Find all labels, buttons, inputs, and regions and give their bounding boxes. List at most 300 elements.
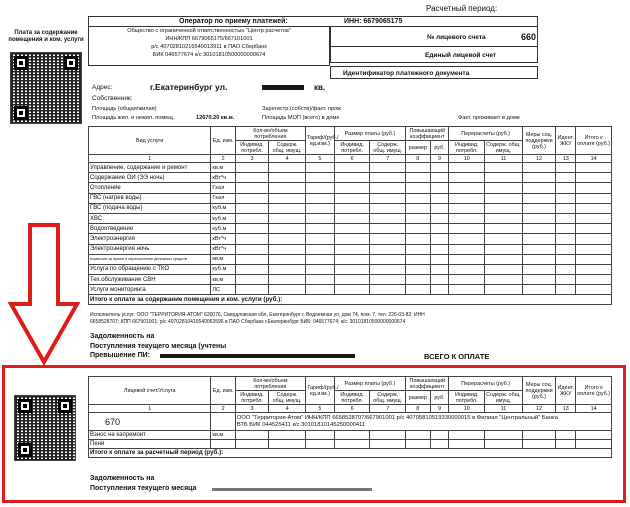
- empty-cell: [430, 275, 449, 285]
- empty-cell: [269, 264, 306, 274]
- empty-cell: [576, 224, 612, 234]
- th2-coef-rub: руб.: [430, 391, 449, 405]
- empty-cell: [406, 234, 430, 244]
- excess-label: Превышение ПИ:: [90, 352, 150, 359]
- th-tariff: Тариф/(руб./ед.изм.): [305, 127, 334, 155]
- area-living-label: Площадь жил. и нежил. помещ.: [92, 115, 175, 121]
- empty-cell: [334, 224, 370, 234]
- empty-cell: [430, 234, 449, 244]
- col-number: 10: [449, 405, 485, 413]
- service-unit: [211, 440, 235, 449]
- empty-cell: [235, 234, 268, 244]
- empty-cell: [485, 173, 523, 183]
- service-unit: кв.м: [211, 163, 235, 173]
- th-service: Вид услуги: [89, 127, 211, 155]
- empty-cell: [522, 234, 555, 244]
- empty-cell: [305, 431, 334, 440]
- empty-cell: [235, 224, 268, 234]
- col-number: 13: [556, 405, 576, 413]
- col-number: 11: [485, 155, 523, 163]
- executor-line-2: 6658528707; КПП 667901001; р/с 40702810416540063596 в ПАО Сбербанк г.Екатеринбург БИК: 046577674; к/с: 30101810500000000674: [90, 319, 406, 325]
- empty-cell: [485, 183, 523, 193]
- empty-cell: [269, 193, 306, 203]
- receipts-label: Поступления текущего месяца (учтены: [90, 343, 227, 350]
- empty-cell: [269, 254, 306, 264]
- empty-cell: [269, 431, 306, 440]
- empty-cell: [235, 213, 268, 223]
- service-name: Тех.обслуживание СВН: [89, 275, 211, 285]
- col-number: 10: [449, 155, 485, 163]
- empty-cell: [334, 234, 370, 244]
- col-number: 6: [334, 155, 370, 163]
- empty-cell: [406, 203, 430, 213]
- service-unit: Гкал: [211, 193, 235, 203]
- empty-cell: [576, 285, 612, 295]
- service-name: Водоотведение: [89, 224, 211, 234]
- redacted-bottom: [212, 488, 372, 491]
- col-number: 9: [430, 155, 449, 163]
- empty-cell: [556, 173, 576, 183]
- services-total-row: Итого к оплате за содержание помещения и ком. услуги (руб.):: [89, 295, 612, 305]
- services-table: [88, 126, 612, 305]
- empty-cell: [406, 264, 430, 274]
- empty-cell: [485, 254, 523, 264]
- service-unit: кв.м: [211, 254, 235, 264]
- col-number: 2: [211, 155, 235, 163]
- empty-cell: [449, 264, 485, 274]
- empty-cell: [576, 431, 612, 440]
- empty-cell: [269, 203, 306, 213]
- address-value: г.Екатеринбург ул.: [150, 82, 228, 92]
- th2-rec-common: Содерж. общ. имущ.: [486, 391, 521, 404]
- th-pay-common: Содерж. общ. имущ.: [370, 141, 406, 155]
- empty-cell: [235, 440, 268, 449]
- recipient-cell: [235, 413, 611, 431]
- empty-cell: [522, 183, 555, 193]
- table-row: [89, 173, 612, 183]
- service-unit: куб.м: [211, 203, 235, 213]
- col-number: 1: [89, 155, 211, 163]
- empty-cell: [485, 193, 523, 203]
- empty-cell: [449, 431, 485, 440]
- empty-cell: [522, 203, 555, 213]
- empty-cell: [305, 203, 334, 213]
- empty-cell: [556, 244, 576, 254]
- empty-cell: [430, 163, 449, 173]
- empty-cell: [449, 275, 485, 285]
- debt-label: Задолженность на: [90, 333, 155, 340]
- empty-cell: [334, 244, 370, 254]
- th-rec-common: Содерж. общ. имущ.: [486, 141, 521, 154]
- empty-cell: [430, 264, 449, 274]
- empty-cell: [449, 224, 485, 234]
- empty-cell: [485, 440, 523, 449]
- empty-cell: [556, 163, 576, 173]
- table-row: [89, 431, 612, 440]
- empty-cell: [556, 193, 576, 203]
- empty-cell: [522, 173, 555, 183]
- empty-cell: [370, 163, 406, 173]
- qr-code-bottom: [14, 395, 76, 461]
- th2-tariff: Тариф/(руб./ед.изм.): [305, 377, 334, 405]
- org-block: [88, 27, 330, 66]
- empty-cell: [449, 440, 485, 449]
- redacted-street: [262, 85, 304, 90]
- empty-cell: [522, 431, 555, 440]
- empty-cell: [522, 285, 555, 295]
- col-number: 14: [576, 405, 612, 413]
- service-name: Пени: [89, 440, 211, 449]
- col-number: 4: [269, 155, 306, 163]
- empty-cell: [576, 193, 612, 203]
- col-number: 9: [430, 405, 449, 413]
- th-unit: Ед. изм.: [211, 127, 235, 155]
- empty-cell: [305, 254, 334, 264]
- empty-cell: [430, 173, 449, 183]
- empty-cell: [522, 275, 555, 285]
- empty-cell: [485, 431, 523, 440]
- empty-cell: [269, 440, 306, 449]
- th-coefficient: Повышающий коэффициент: [406, 127, 449, 141]
- account-number-label: № лицевого счета: [427, 34, 486, 41]
- th-coef-size: размер: [406, 141, 430, 155]
- empty-cell: [576, 254, 612, 264]
- col-number: 5: [305, 155, 334, 163]
- empty-cell: [370, 254, 406, 264]
- empty-cell: [576, 203, 612, 213]
- col-number: 7: [370, 155, 406, 163]
- empty-cell: [406, 440, 430, 449]
- empty-cell: [556, 203, 576, 213]
- mop-label: Площадь МОП (всего) в доме: [262, 115, 340, 121]
- operator-row: [88, 16, 538, 27]
- th2-account: Лицевой счет/Услуга: [89, 377, 211, 405]
- th-payment: Размер платы (руб.): [334, 127, 405, 141]
- empty-cell: [449, 163, 485, 173]
- empty-cell: [334, 431, 370, 440]
- service-unit: кв.м: [211, 431, 235, 440]
- bottom-debt-label: Задолженность на: [90, 475, 155, 482]
- empty-cell: [449, 173, 485, 183]
- empty-cell: [449, 254, 485, 264]
- table-row: [89, 234, 612, 244]
- table-row: [89, 213, 612, 223]
- empty-cell: [485, 224, 523, 234]
- payment-doc-box: [330, 66, 538, 79]
- th-pay-ind: Индивид. потребл.: [334, 141, 370, 155]
- col-number: 3: [235, 405, 268, 413]
- th-vol-common: Содерж. общ. имущ.: [269, 141, 306, 155]
- service-name: Содержание ОИ (ЭЭ ночь): [89, 173, 211, 183]
- empty-cell: [305, 264, 334, 274]
- th2-vol-ind: Индивид. потребл.: [235, 391, 268, 405]
- empty-cell: [269, 234, 306, 244]
- empty-cell: [305, 163, 334, 173]
- col-number: 5: [305, 405, 334, 413]
- col-number: 7: [370, 405, 406, 413]
- th-recalc: Перерасчеты (руб.): [449, 127, 522, 141]
- empty-cell: [235, 264, 268, 274]
- fact-residents-label: Факт. проживает в доме: [458, 115, 520, 121]
- empty-cell: [235, 254, 268, 264]
- service-unit: куб.м: [211, 213, 235, 223]
- empty-cell: [406, 431, 430, 440]
- empty-cell: [370, 173, 406, 183]
- operator-inn: ИНН: 6679065175: [344, 18, 403, 25]
- th-vol-ind: Индивид. потребл.: [235, 141, 268, 155]
- service-name: Комиссия за прием и перечисление денежных средств: [89, 254, 211, 264]
- empty-cell: [430, 431, 449, 440]
- th2-payment: Размер платы (руб.): [334, 377, 405, 391]
- empty-cell: [370, 285, 406, 295]
- empty-cell: [269, 183, 306, 193]
- empty-cell: [485, 163, 523, 173]
- empty-cell: [406, 285, 430, 295]
- period-label: Расчетный период:: [426, 4, 498, 13]
- org-account: р/с 40702810216540013911 в ПАО Сбербанк: [151, 44, 267, 50]
- empty-cell: [334, 264, 370, 274]
- registered-label: Зарегистр.(собств)/факт. прож: [262, 106, 341, 112]
- th-ident: Идент. ЖКУ: [556, 127, 576, 155]
- empty-cell: [370, 183, 406, 193]
- empty-cell: [305, 193, 334, 203]
- th-coef-rub: руб.: [430, 141, 449, 155]
- empty-cell: [449, 213, 485, 223]
- empty-cell: [556, 264, 576, 274]
- empty-cell: [522, 213, 555, 223]
- empty-cell: [576, 440, 612, 449]
- capital-repair-table: [88, 376, 612, 458]
- empty-cell: [406, 213, 430, 223]
- empty-cell: [334, 193, 370, 203]
- empty-cell: [522, 264, 555, 274]
- empty-cell: [334, 275, 370, 285]
- empty-cell: [576, 183, 612, 193]
- empty-cell: [235, 183, 268, 193]
- empty-cell: [370, 431, 406, 440]
- empty-cell: [406, 193, 430, 203]
- empty-cell: [522, 163, 555, 173]
- service-name: Электроэнергия ночь: [89, 244, 211, 254]
- period-total-row: Итого к оплате за расчетный период (руб.):: [89, 449, 612, 458]
- empty-cell: [406, 224, 430, 234]
- area-living-value: 12670.20 кв.м.: [196, 115, 235, 121]
- th2-total: Итого к оплате (руб.): [576, 377, 612, 405]
- org-name: Общество с ограниченной ответственностью "Центр расчетов": [127, 28, 291, 34]
- empty-cell: [406, 183, 430, 193]
- account-number-value: 660: [521, 32, 537, 42]
- empty-cell: [449, 183, 485, 193]
- empty-cell: [334, 203, 370, 213]
- col-number: 8: [406, 155, 430, 163]
- empty-cell: [305, 224, 334, 234]
- empty-cell: [370, 203, 406, 213]
- empty-cell: [334, 285, 370, 295]
- empty-cell: [269, 224, 306, 234]
- column-numbers-row: [89, 155, 612, 163]
- th2-pay-common: Содерж. общ. имущ.: [370, 391, 406, 405]
- th2-unit: Ед. изм.: [211, 377, 235, 405]
- empty-cell: [522, 254, 555, 264]
- empty-cell: [235, 163, 268, 173]
- empty-cell: [485, 213, 523, 223]
- operator-label: Оператор по приему платежей:: [179, 18, 288, 25]
- th-total: Итого к оплате (руб.): [576, 127, 612, 155]
- service-unit: кВт*ч: [211, 173, 235, 183]
- empty-cell: [449, 203, 485, 213]
- recipient-line-2: ВТБ БИК 044525411 к/с 30101810145250000411: [236, 421, 366, 428]
- col-number: 8: [406, 405, 430, 413]
- empty-cell: [334, 163, 370, 173]
- table-row: [89, 440, 612, 449]
- empty-cell: [576, 275, 612, 285]
- empty-cell: [370, 244, 406, 254]
- service-unit: куб.м: [211, 224, 235, 234]
- empty-cell: [235, 193, 268, 203]
- empty-cell: [430, 183, 449, 193]
- empty-cell: [269, 244, 306, 254]
- col-number: 14: [576, 155, 612, 163]
- empty-cell: [370, 275, 406, 285]
- empty-cell: [485, 264, 523, 274]
- empty-cell: [430, 440, 449, 449]
- table-row: [89, 264, 612, 274]
- empty-cell: [449, 244, 485, 254]
- empty-cell: [235, 285, 268, 295]
- empty-cell: [449, 234, 485, 244]
- service-unit: ЛС: [211, 285, 235, 295]
- th2-coefficient: Повышающий коэффициент: [406, 377, 449, 391]
- empty-cell: [449, 193, 485, 203]
- th-support: Меры соц. поддержки (руб.): [522, 127, 555, 155]
- empty-cell: [522, 440, 555, 449]
- empty-cell: [305, 173, 334, 183]
- empty-cell: [269, 213, 306, 223]
- th2-support: Меры соц. поддержки (руб.): [522, 377, 555, 405]
- empty-cell: [556, 254, 576, 264]
- empty-cell: [406, 244, 430, 254]
- bottom-receipts-label: Поступления текущего месяца: [90, 485, 197, 492]
- table-row: [89, 163, 612, 173]
- empty-cell: [235, 244, 268, 254]
- owner-label: Собственник:: [92, 95, 133, 102]
- empty-cell: [576, 173, 612, 183]
- empty-cell: [522, 244, 555, 254]
- area-label: Площадь (общая/жилая): [92, 106, 157, 112]
- empty-cell: [485, 244, 523, 254]
- table-row: [89, 193, 612, 203]
- table-row: [89, 244, 612, 254]
- empty-cell: [305, 440, 334, 449]
- empty-cell: [406, 173, 430, 183]
- empty-cell: [370, 224, 406, 234]
- executor-line-1: Исполнитель услуг: ООО "ТЕРРИТОРИЯ-АТОМ" 620076, Свердловская обл, Екатеринбург г, Водоемная ул, дом 74, пом. 7, тел. 226-03-83; ИНН: [90, 312, 425, 318]
- empty-cell: [305, 285, 334, 295]
- th2-coef-size: размер: [406, 391, 430, 405]
- empty-cell: [522, 224, 555, 234]
- payment-doc-id-label: Идентификатор платежного документа: [343, 70, 470, 77]
- empty-cell: [556, 213, 576, 223]
- empty-cell: [235, 275, 268, 285]
- recipient-line-1: ООО "Территория-Атом" ИНН/КПП 6658528707/667901001 р/с 40705810519330000015 в Филиал "Центральный" Банка: [236, 414, 558, 421]
- service-unit: куб.м: [211, 264, 235, 274]
- empty-cell: [370, 264, 406, 274]
- empty-cell: [305, 183, 334, 193]
- service-unit: Гкал: [211, 183, 235, 193]
- col-number: 11: [485, 405, 523, 413]
- empty-cell: [576, 163, 612, 173]
- empty-cell: [334, 213, 370, 223]
- empty-cell: [556, 224, 576, 234]
- empty-cell: [334, 173, 370, 183]
- service-name: Управление, содержание и ремонт: [89, 163, 211, 173]
- th2-pay-ind: Индивид. потребл.: [334, 391, 370, 405]
- col-number: 12: [522, 405, 555, 413]
- service-unit: кВт*ч: [211, 244, 235, 254]
- org-bik: БИК 046577674 к/с 30101810500000000674: [152, 52, 266, 58]
- th-volume: Кол-во/объем потребления: [235, 127, 305, 141]
- empty-cell: [576, 234, 612, 244]
- col-number: 12: [522, 155, 555, 163]
- empty-cell: [430, 244, 449, 254]
- empty-cell: [269, 285, 306, 295]
- empty-cell: [406, 275, 430, 285]
- empty-cell: [305, 244, 334, 254]
- th2-vol-common: Содерж. общ. имущ.: [269, 391, 306, 405]
- empty-cell: [522, 193, 555, 203]
- table-row: [89, 203, 612, 213]
- empty-cell: [576, 213, 612, 223]
- empty-cell: [485, 285, 523, 295]
- service-name: ГВС (подача воды): [89, 203, 211, 213]
- empty-cell: [269, 275, 306, 285]
- empty-cell: [485, 203, 523, 213]
- empty-cell: [430, 193, 449, 203]
- empty-cell: [334, 183, 370, 193]
- empty-cell: [485, 275, 523, 285]
- empty-cell: [334, 254, 370, 264]
- single-account-label: Единый лицевой счет: [425, 52, 497, 59]
- th2-recalc: Перерасчеты (руб.): [449, 377, 522, 391]
- empty-cell: [430, 285, 449, 295]
- col-number: 1: [89, 405, 211, 413]
- th-rec-ind: Индивид. потребл.: [449, 141, 485, 155]
- service-name: Электроэнергия: [89, 234, 211, 244]
- empty-cell: [370, 213, 406, 223]
- address-label: Адрес:: [92, 84, 113, 91]
- empty-cell: [556, 431, 576, 440]
- col-number: 3: [235, 155, 268, 163]
- qr-code-top: [10, 52, 82, 124]
- empty-cell: [430, 224, 449, 234]
- empty-cell: [556, 234, 576, 244]
- empty-cell: [556, 285, 576, 295]
- th2-volume: Кол-во/объем потребления: [235, 377, 305, 391]
- col-number: 4: [269, 405, 306, 413]
- account-value: 670: [89, 413, 211, 431]
- service-name: ХВС: [89, 213, 211, 223]
- empty-cell: [576, 244, 612, 254]
- empty-cell: [406, 254, 430, 264]
- table-row: [89, 285, 612, 295]
- empty-cell: [576, 264, 612, 274]
- service-name: ГВС (нагрев воды): [89, 193, 211, 203]
- th2-ident: Идент. ЖКУ: [556, 377, 576, 405]
- grand-total-label: ВСЕГО К ОПЛАТЕ: [424, 352, 490, 361]
- table-row: [89, 183, 612, 193]
- qr-caption: Плата за содержание помещения и ком. услуги: [8, 30, 84, 43]
- empty-cell: [485, 234, 523, 244]
